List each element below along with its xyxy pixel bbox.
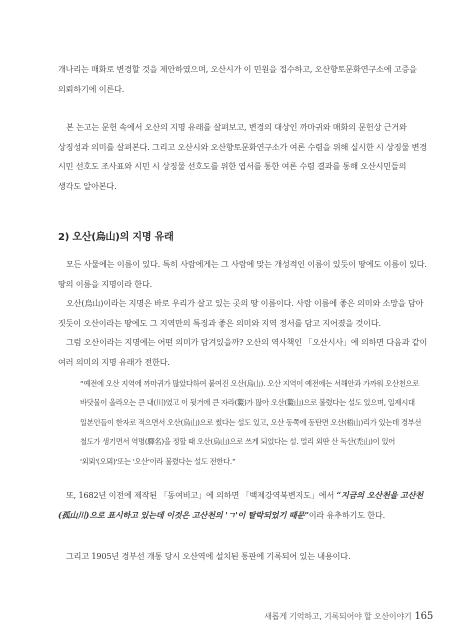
block-quote-osan-sisa: “예전에 오산 지역에 까마귀가 많았다하여 붙여진 오산(烏山). 오산 지역이 예전에는 서해안과 가까워 오산천으로 바닷물이 올라오는 큰 내(川)였고 이 뒷거에 큰 자라(鰲)가 많아 오산(鰲山)으로 불렸다는 설도 있으며, 일제시대 일본인들이 한자로 적으면서 오산(烏山)으로 썼다는 설도 있고, 오산 동쪽에 동탄면 오산(梧山)리가 있는데 경부선 철도가 생기면서 역명(驛名)을 정할 때 오산(烏山)으로 쓰게 되었다는 설. 멀리 외딴 산 독산(禿山)이 있어 '외뫼'(오뫼)'또는 '오산'이라 불렸다는 설도 전한다.” [80, 379, 422, 466]
paragraph-names-intro: 모든 사물에는 이름이 있다. 특히 사람에게는 그 사람에 맞는 개성적인 이름이 있듯이 땅에도 이름이 있다. 땅의 이름을 지명이라 한다. [58, 259, 427, 289]
section-heading: 2) 오산(烏山)의 지명 유래 [58, 232, 174, 243]
running-title: 새롭게 기억하고, 기록되어야 할 오산이야기 [264, 612, 412, 621]
emphasized-quote: “지금의 오산천을 고산천(孤山川)으로 표시하고 있는데 이것은 고산천의 'ㄱ'이 탈락되었기 때문” [58, 490, 424, 520]
page-footer [264, 611, 433, 622]
paragraph-history-book: 그럼 오산이라는 지명에는 어떤 의미가 담겨있을까? 오산의 역사책인 「오산시사」에 의하면 다음과 같이 여러 의미의 지명 유래가 전한다. [58, 337, 428, 367]
paragraph-intro-continuation: 개나리는 매화로 변경할 것을 제안하였으며, 오산시가 이 민원을 접수하고, 오산향토문화연구소에 고증을 의뢰하기에 이른다. [58, 64, 417, 94]
paragraph-osan-name: 오산(烏山)이라는 지명은 바로 우리가 살고 있는 곳의 땅 이름이다. 사람 이름에 좋은 의미와 소망을 담아 짓듯이 오산이라는 땅에도 그 지역만의 특징과 좋은 의미와 지역 정서를 담고 지어졌을 것이다. [58, 298, 424, 328]
paragraph-text: 이라 유추하기도 한다. [308, 509, 386, 520]
paragraph-railway-1905: 그리고 1905년 경부선 개통 당시 오산역에 설치된 통판에 기록되어 있는 내용이다. [66, 551, 351, 561]
paragraph-dongyeo-bigo [58, 486, 430, 525]
paragraph-study-outline: 본 논고는 문헌 속에서 오산의 지명 유래를 살펴보고, 변경의 대상인 까마귀와 매화의 문헌상 근거와 상징성과 의미를 살펴본다. 그리고 오산시와 오산향토문화연구소가 여론 수렴을 위해 실시한 시 상징물 변경 시민 선호도 조사표와 시민 시 상징물 선호도를 위한 엽서를 통한 여론 수렴 결과를 통해 오산시민들의 생각도 알아본다. [58, 122, 427, 191]
paragraph-text: 또, 1682년 이전에 제작된 「동여비고」에 의하면 「백제강역북변지도」에서 [66, 490, 337, 500]
page-number: 165 [414, 611, 433, 622]
